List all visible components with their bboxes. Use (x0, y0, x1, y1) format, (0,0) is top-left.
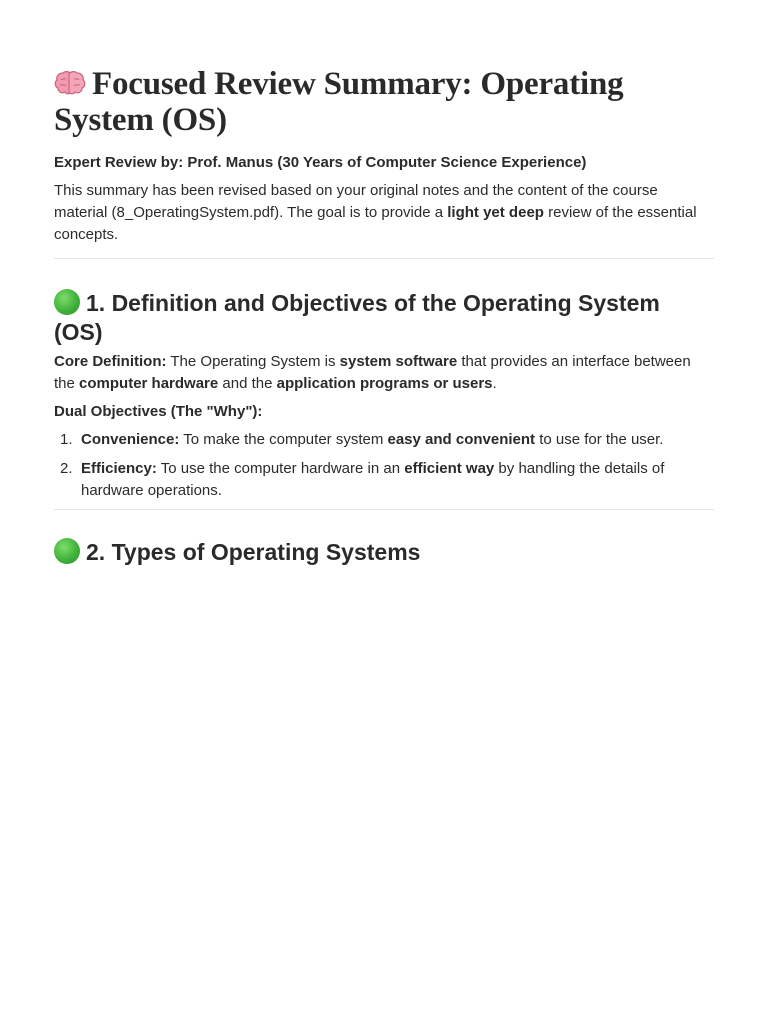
intro-paragraph: This summary has been revised based on your original notes and the content of the course material (8_OperatingSystem.pdf). The goal is to provide a light yet deep review of the essential concepts. (54, 182, 697, 243)
list-item: 1. Convenience: To make the computer system easy and convenient to use for the user. (60, 431, 664, 448)
objectives-label: Dual Objectives (The "Why"): (54, 403, 263, 420)
section-heading-types: 2. Types of Operating Systems (54, 538, 714, 567)
document-title (54, 66, 714, 138)
core-definition: Core Definition: The Operating System is system software that provides an interface between the computer hardware and the application programs or users. (54, 353, 691, 392)
document-page (54, 66, 714, 567)
reviewer-line: Expert Review by: Prof. Manus (30 Years of Computer Science Experience) (54, 154, 587, 171)
list-item: 2. Efficiency: To use the computer hardware in an efficient way by handling the details of hardware operations. (60, 460, 665, 499)
objectives-list (54, 429, 714, 502)
green-circle-icon (54, 289, 80, 315)
divider (54, 509, 714, 510)
divider (54, 258, 714, 259)
intro-emphasis: light yet deep (447, 204, 544, 221)
section-heading-definition: 1. Definition and Objectives of the Operating System (OS) (54, 290, 660, 345)
green-circle-icon (54, 538, 80, 564)
title-text: Focused Review Summary: Operating System (OS) (54, 66, 624, 138)
brain-icon (54, 70, 86, 96)
